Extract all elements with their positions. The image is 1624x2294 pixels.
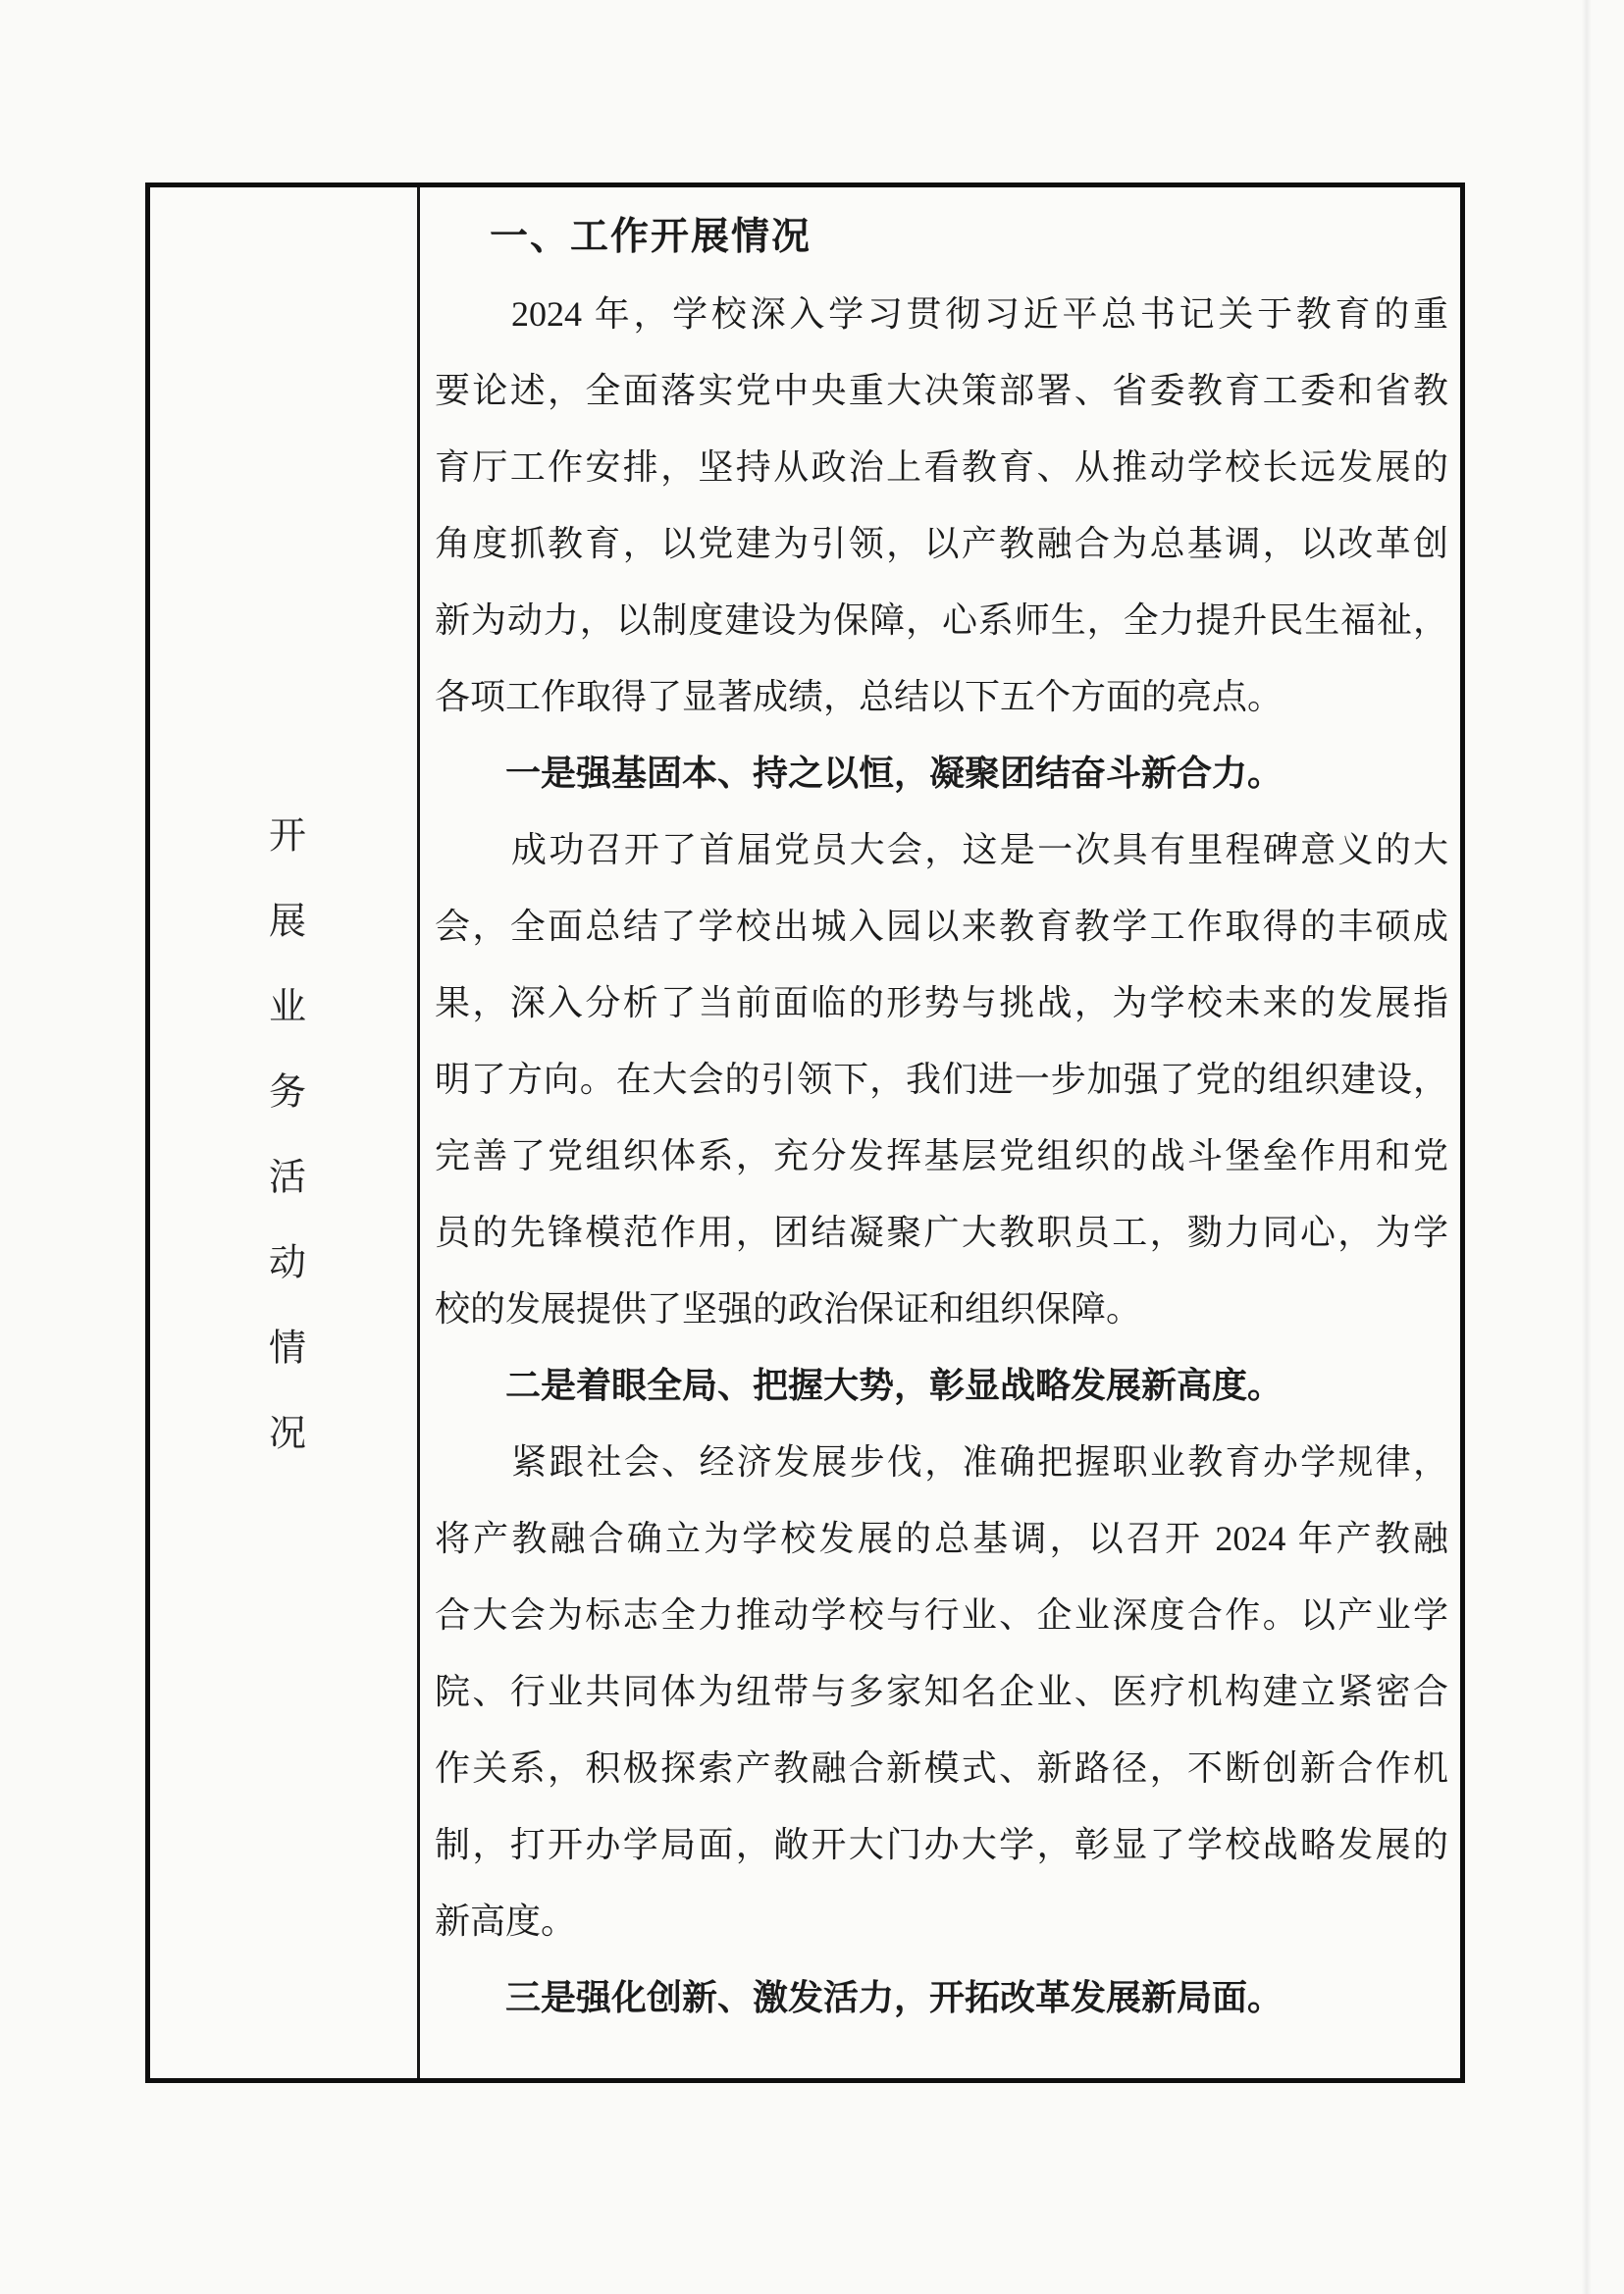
paragraph-line: 紧跟社会、经济发展步伐，准确把握职业教育办学规律， <box>511 1442 1448 1482</box>
subheading-two: 二是着眼全局、把握大势，彰显战略发展新高度。 <box>505 1366 1283 1405</box>
paragraph-line: 角度抓教育，以党建为引领，以产教融合为总基调，以改革创 <box>435 524 1448 563</box>
scan-artifact <box>1582 0 1592 2294</box>
section-title: 一、工作开展情况 <box>490 216 812 258</box>
paragraph-line: 将产教融合确立为学校发展的总基调，以召开 2024 年产教融 <box>435 1519 1448 1558</box>
paragraph-line: 作关系，积极探索产教融合新模式、新路径，不断创新合作机 <box>435 1748 1448 1788</box>
report-table <box>145 182 1465 2083</box>
paragraph-line: 各项工作取得了显著成绩，总结以下五个方面的亮点。 <box>435 677 1283 716</box>
paragraph-line: 育厅工作安排，坚持从政治上看教育、从推动学校长远发展的 <box>435 447 1448 487</box>
row-label-cell <box>150 187 420 2078</box>
paragraph-line: 新高度。 <box>435 1902 577 1941</box>
paragraph-line: 成功召开了首届党员大会，这是一次具有里程碑意义的大 <box>511 830 1448 869</box>
paragraph-line: 明了方向。在大会的引领下，我们进一步加强了党的组织建设， <box>435 1060 1448 1099</box>
paragraph-line: 校的发展提供了坚强的政治保证和组织保障。 <box>435 1289 1142 1329</box>
paragraph-line: 制，打开办学局面，敞开大门办大学，彰显了学校战略发展的 <box>435 1825 1448 1864</box>
paragraph-line: 2024 年，学校深入学习贯彻习近平总书记关于教育的重 <box>511 294 1448 334</box>
paragraph-line: 员的先锋模范作用，团结凝聚广大教职员工，勠力同心，为学 <box>435 1213 1448 1252</box>
paragraph-line: 会，全面总结了学校出城入园以来教育教学工作取得的丰硕成 <box>435 907 1448 946</box>
paragraph-line: 院、行业共同体为纽带与多家知名企业、医疗机构建立紧密合 <box>435 1672 1448 1711</box>
paragraph-line: 果，深入分析了当前面临的形势与挑战，为学校未来的发展指 <box>435 983 1448 1022</box>
paragraph-line: 新为动力，以制度建设为保障，心系师生，全力提升民生福祉， <box>435 600 1448 640</box>
paragraph-line: 合大会为标志全力推动学校与行业、企业深度合作。以产业学 <box>435 1595 1448 1635</box>
subheading-one: 一是强基固本、持之以恒，凝聚团结奋斗新合力。 <box>505 754 1283 793</box>
subheading-three: 三是强化创新、激发活力，开拓改革发展新局面。 <box>505 1978 1283 2017</box>
row-label-business-activities: 开展业务活动情况 <box>262 815 304 1498</box>
paragraph-line: 要论述，全面落实党中央重大决策部署、省委教育工委和省教 <box>435 371 1448 410</box>
paragraph-line: 完善了党组织体系，充分发挥基层党组织的战斗堡垒作用和党 <box>435 1136 1448 1175</box>
report-content-cell <box>420 187 1460 2078</box>
